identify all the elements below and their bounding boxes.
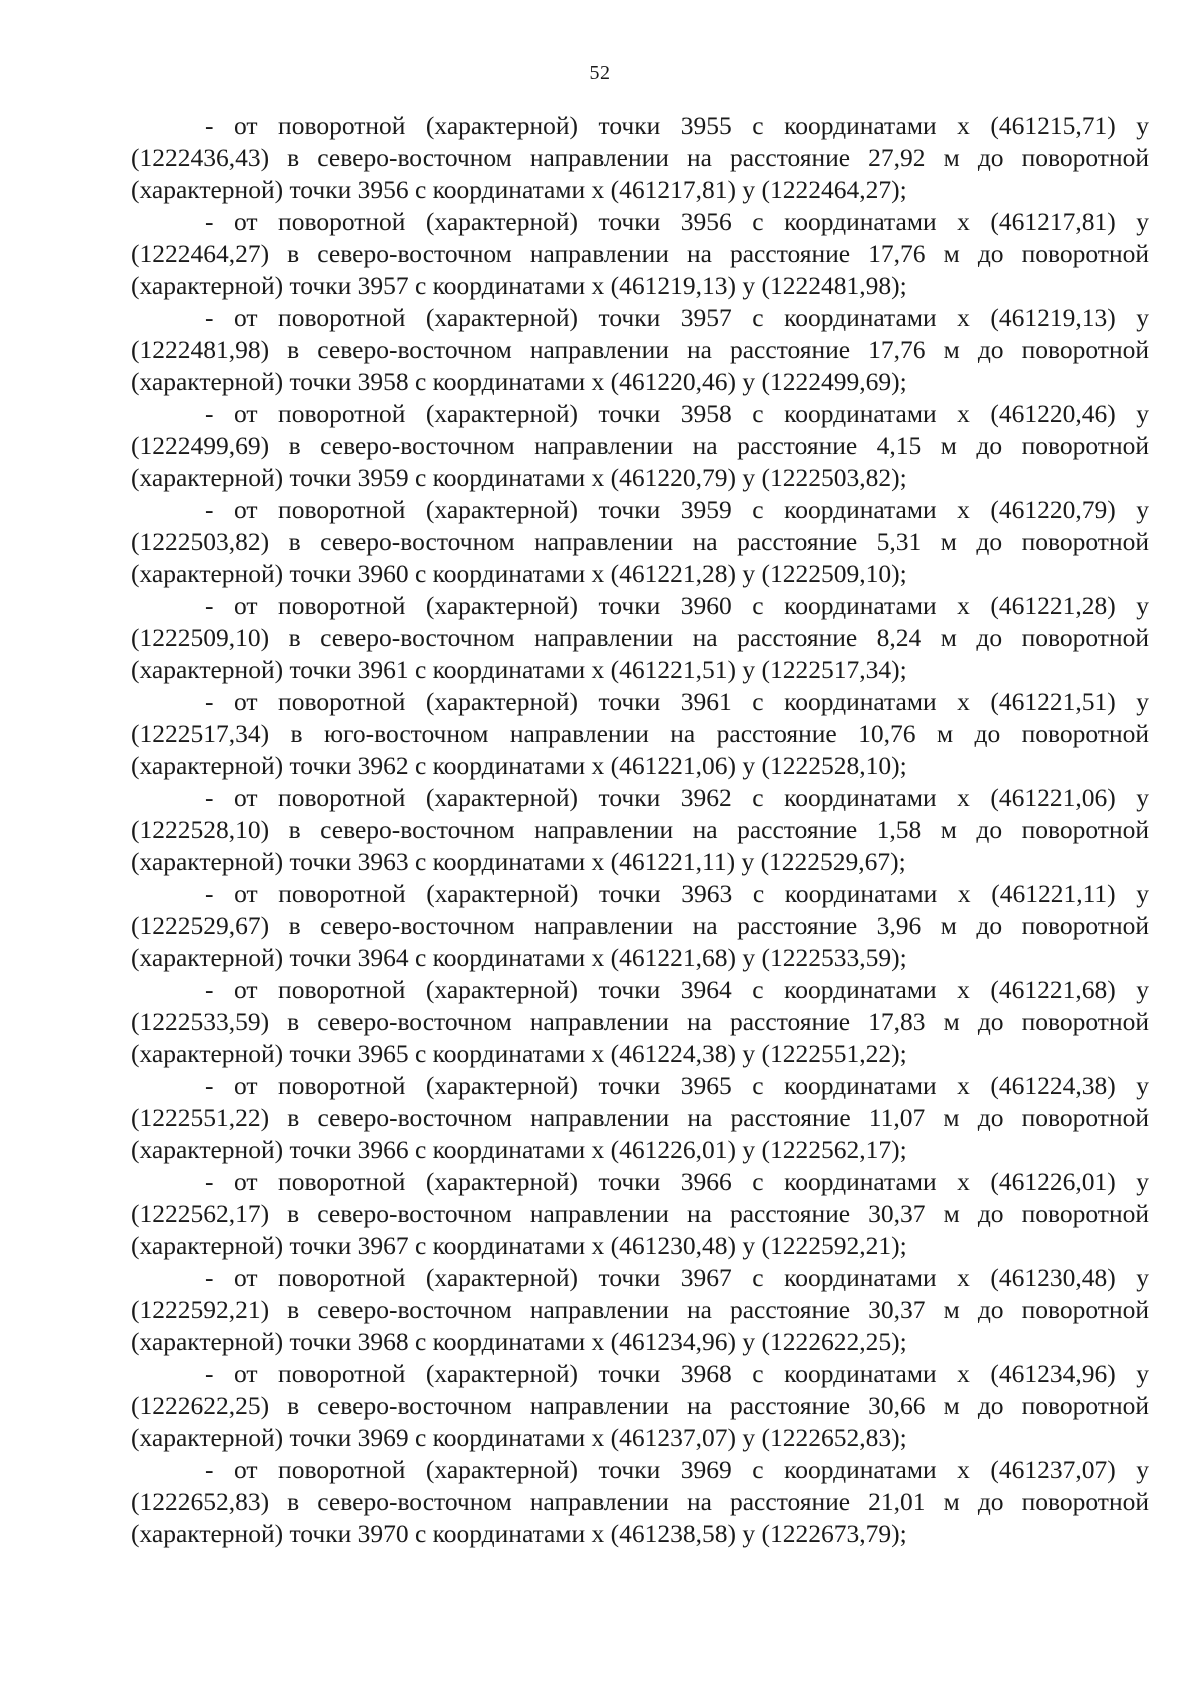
boundary-paragraph: - от поворотной (характерной) точки 3967 с координатами х (461230,48) у (1222592,21) в северо-восточном направлении на расстояние 30,37 м до поворотной (характерной) точки 3968 с координатами х (461234,96) у (1222622,25);: [131, 1263, 1149, 1356]
boundary-paragraph: - от поворотной (характерной) точки 3969 с координатами х (461237,07) у (1222652,83) в северо-восточном направлении на расстояние 21,01 м до поворотной (характерной) точки 3970 с координатами х (461238,58) у (1222673,79);: [131, 1455, 1149, 1548]
boundary-paragraph: - от поворотной (характерной) точки 3955 с координатами х (461215,71) у (1222436,43) в северо-восточном направлении на расстояние 27,92 м до поворотной (характерной) точки 3956 с координатами х (461217,81) у (1222464,27);: [131, 111, 1149, 204]
boundary-paragraph: - от поворотной (характерной) точки 3957 с координатами х (461219,13) у (1222481,98) в северо-восточном направлении на расстояние 17,76 м до поворотной (характерной) точки 3958 с координатами х (461220,46) у (1222499,69);: [131, 303, 1149, 396]
boundary-paragraph: - от поворотной (характерной) точки 3958 с координатами х (461220,46) у (1222499,69) в северо-восточном направлении на расстояние 4,15 м до поворотной (характерной) точки 3959 с координатами х (461220,79) у (1222503,82);: [131, 399, 1149, 492]
page-number: 52: [589, 62, 611, 84]
boundary-paragraph: - от поворотной (характерной) точки 3966 с координатами х (461226,01) у (1222562,17) в северо-восточном направлении на расстояние 30,37 м до поворотной (характерной) точки 3967 с координатами х (461230,48) у (1222592,21);: [131, 1167, 1149, 1260]
boundary-paragraph: - от поворотной (характерной) точки 3962 с координатами х (461221,06) у (1222528,10) в северо-восточном направлении на расстояние 1,58 м до поворотной (характерной) точки 3963 с координатами х (461221,11) у (1222529,67);: [131, 783, 1149, 876]
boundary-paragraph: - от поворотной (характерной) точки 3963 с координатами х (461221,11) у (1222529,67) в северо-восточном направлении на расстояние 3,96 м до поворотной (характерной) точки 3964 с координатами х (461221,68) у (1222533,59);: [131, 879, 1149, 972]
boundary-paragraph: - от поворотной (характерной) точки 3964 с координатами х (461221,68) у (1222533,59) в северо-восточном направлении на расстояние 17,83 м до поворотной (характерной) точки 3965 с координатами х (461224,38) у (1222551,22);: [131, 975, 1149, 1068]
boundary-paragraph: - от поворотной (характерной) точки 3965 с координатами х (461224,38) у (1222551,22) в северо-восточном направлении на расстояние 11,07 м до поворотной (характерной) точки 3966 с координатами х (461226,01) у (1222562,17);: [131, 1071, 1149, 1164]
document-body: [131, 110, 1149, 1550]
boundary-paragraph: - от поворотной (характерной) точки 3961 с координатами х (461221,51) у (1222517,34) в юго-восточном направлении на расстояние 10,76 м до поворотной (характерной) точки 3962 с координатами х (461221,06) у (1222528,10);: [131, 687, 1149, 780]
boundary-paragraph: - от поворотной (характерной) точки 3956 с координатами х (461217,81) у (1222464,27) в северо-восточном направлении на расстояние 17,76 м до поворотной (характерной) точки 3957 с координатами х (461219,13) у (1222481,98);: [131, 207, 1149, 300]
boundary-paragraph: - от поворотной (характерной) точки 3968 с координатами х (461234,96) у (1222622,25) в северо-восточном направлении на расстояние 30,66 м до поворотной (характерной) точки 3969 с координатами х (461237,07) у (1222652,83);: [131, 1359, 1149, 1452]
boundary-paragraph: - от поворотной (характерной) точки 3959 с координатами х (461220,79) у (1222503,82) в северо-восточном направлении на расстояние 5,31 м до поворотной (характерной) точки 3960 с координатами х (461221,28) у (1222509,10);: [131, 495, 1149, 588]
boundary-paragraph: - от поворотной (характерной) точки 3960 с координатами х (461221,28) у (1222509,10) в северо-восточном направлении на расстояние 8,24 м до поворотной (характерной) точки 3961 с координатами х (461221,51) у (1222517,34);: [131, 591, 1149, 684]
